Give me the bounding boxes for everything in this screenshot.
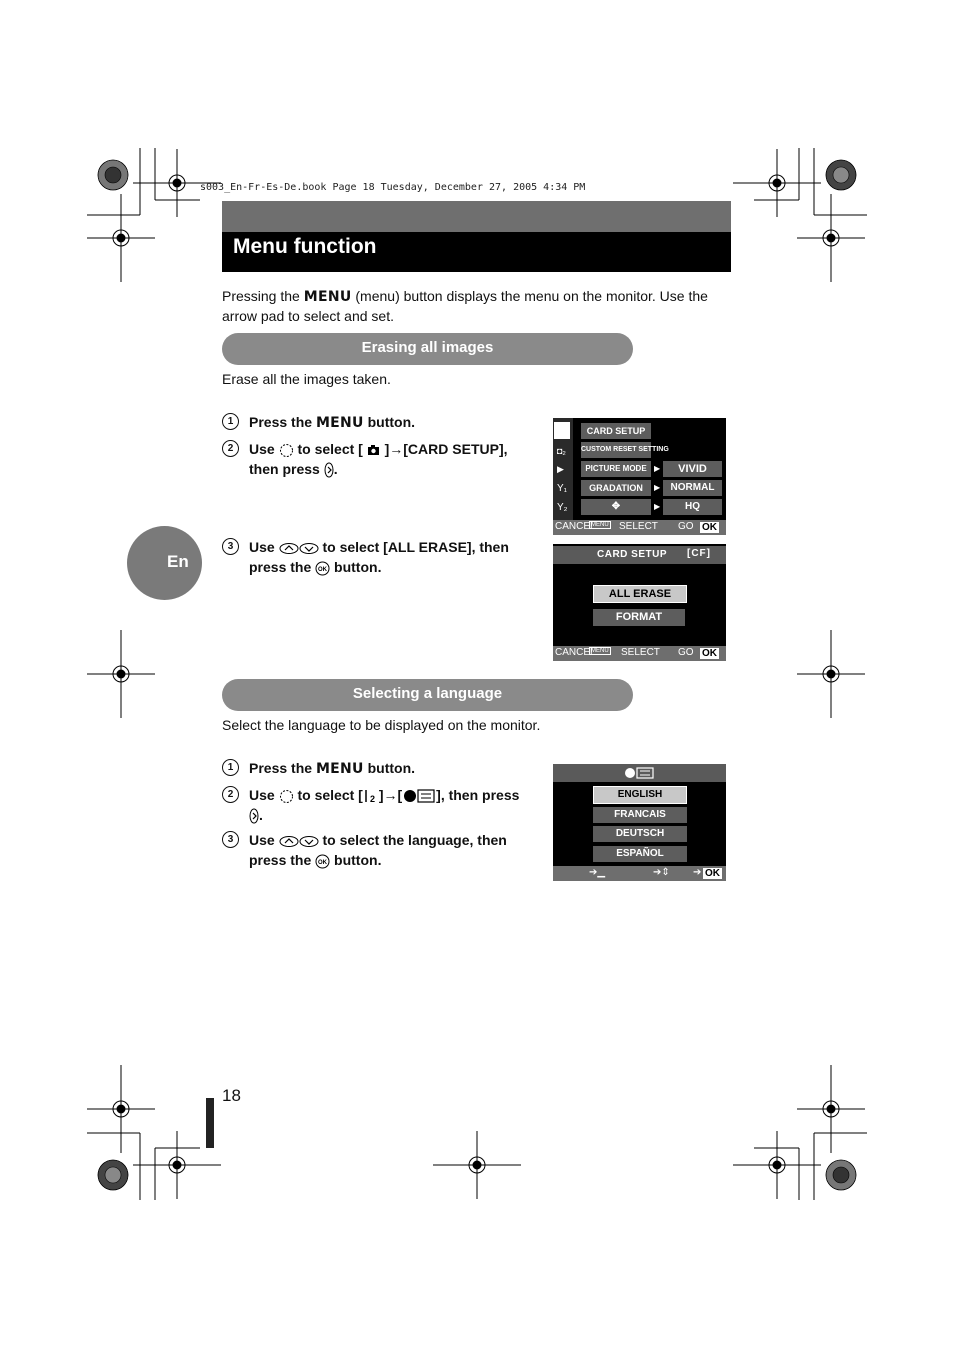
value-vivid: VIVID (663, 461, 722, 477)
language-screen (553, 764, 726, 881)
option-all-erase: ALL ERASE (593, 585, 687, 603)
menu-row-custom-reset: CUSTOM RESET SETTING (581, 442, 651, 458)
step-number: 2 (222, 440, 239, 457)
up-down-buttons-icon (279, 835, 319, 848)
language-step-2: 2 Use to select [ 2 ]→[ ], then press . (222, 785, 542, 827)
section-heading-language: Selecting a language (222, 679, 633, 711)
tab-camera-1-icon (554, 422, 570, 439)
language-option-deutsch: DEUTSCH (593, 826, 687, 842)
ok-button-icon (315, 854, 330, 869)
value-normal: NORMAL (663, 480, 722, 496)
language-step-3: 3 Use to select the language, then press the OK button. (222, 830, 542, 872)
ok-button-icon (315, 561, 330, 576)
section-heading-erase: Erasing all images (222, 333, 633, 365)
up-down-buttons-icon (279, 542, 319, 555)
screen-footer: ➔▁ ➔⇕ ➔ OK (553, 866, 726, 881)
arrow-pad-icon (279, 443, 294, 458)
go-arrow-icon: ➔ (693, 867, 702, 878)
right-arrow-button-icon (249, 808, 259, 824)
section-desc-language: Select the language to be displayed on the monitor. (222, 717, 541, 733)
page-title: Menu function (233, 235, 377, 258)
value-hq: HQ (663, 499, 722, 515)
right-arrow-button-icon (324, 462, 334, 478)
print-header: s003_En-Fr-Es-De.book Page 18 Tuesday, December 27, 2005 4:34 PM (200, 182, 586, 193)
step-number: 3 (222, 538, 239, 555)
screen-title-bar (553, 764, 726, 782)
tab-camera-2-icon: ◘₂ (557, 446, 566, 456)
tab-setup-1-icon: Y₁ (557, 483, 568, 494)
screen-footer: CANCEL MENU SELECT GO OK (553, 520, 726, 535)
erase-step-2: 2 Use to select [ ]→[CARD SETUP], then press . (222, 439, 542, 481)
menu-row-quality-icon: ✥ (581, 499, 651, 515)
card-setup-screen (553, 544, 726, 661)
section-desc-erase: Erase all the images taken. (222, 371, 391, 387)
select-arrow-icon: ➔⇕ (653, 867, 670, 878)
language-tab: En (127, 526, 202, 600)
tab-setup-2-icon: Y₂ (557, 502, 568, 513)
intro-paragraph: Pressing the MENU (menu) button displays the menu on the monitor. Use the arrow pad to select and set. (222, 288, 708, 324)
setup-2-icon (363, 788, 379, 804)
menu-row-picture-mode: PICTURE MODE (581, 461, 651, 477)
step-number: 2 (222, 786, 239, 803)
menu-row-card-setup: CARD SETUP (581, 423, 651, 439)
step-number: 1 (222, 759, 239, 776)
arrow-pad-icon (279, 789, 294, 804)
camera-menu-screen: ◘₂ ▶ Y₁ Y₂ CARD SETUP CUSTOM RESET SETTING PICTURE MODE GRADATION ✥ ▶ ▶ ▶ VIVID NORMAL HQ CANCEL MENU SELECT GO OK (553, 418, 726, 535)
menu-row-gradation: GRADATION (581, 480, 651, 496)
step-number: 3 (222, 831, 239, 848)
screen-footer: CANCEL MENU SELECT GO OK (553, 646, 726, 661)
title-band (222, 232, 731, 272)
back-arrow-icon: ➔▁ (589, 867, 606, 878)
title-band-top (222, 201, 731, 232)
language-icon (402, 789, 436, 803)
language-option-espanol: ESPAÑOL (593, 846, 687, 862)
language-option-english: ENGLISH (593, 786, 687, 804)
language-icon (623, 767, 657, 779)
camera-1-icon (367, 443, 381, 457)
language-option-francais: FRANCAIS (593, 807, 687, 823)
svg-text:OK: OK (318, 566, 328, 573)
menu-word: MENU (303, 289, 352, 305)
svg-text:2: 2 (369, 794, 375, 805)
page-number: 18 (222, 1086, 241, 1105)
tab-playback-icon: ▶ (557, 464, 564, 474)
page-marker-bar (206, 1098, 214, 1148)
option-format: FORMAT (593, 609, 685, 626)
screen-title-bar: CARD SETUP [CF] (553, 546, 726, 564)
language-step-1: 1 Press the MENU button. (222, 758, 542, 780)
svg-text:OK: OK (318, 859, 328, 866)
erase-step-1: 1 Press the MENU button. (222, 412, 542, 434)
erase-step-3: 3 Use to select [ALL ERASE], then press the OK button. (222, 537, 542, 579)
step-number: 1 (222, 413, 239, 430)
